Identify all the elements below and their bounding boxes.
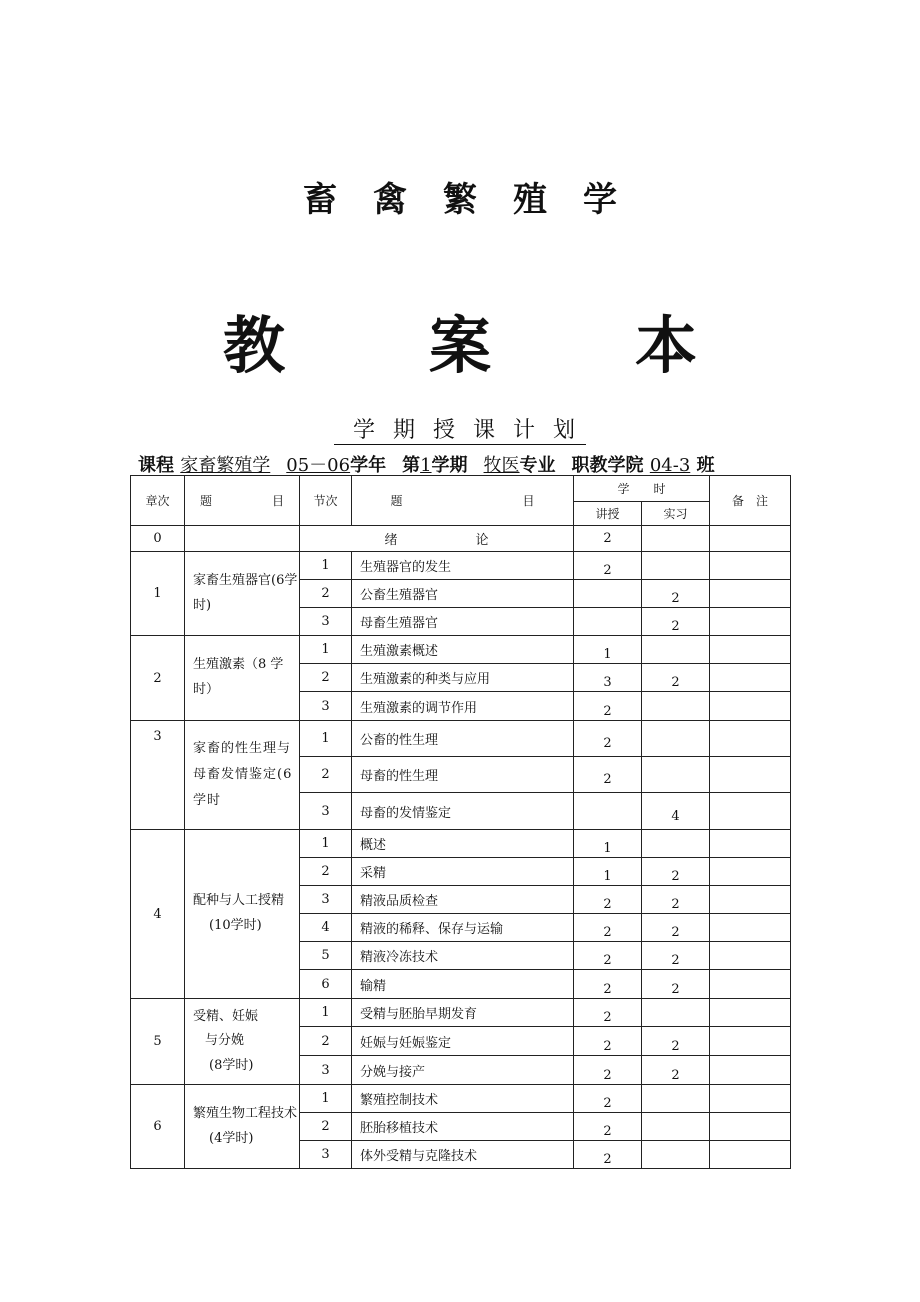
practice-hours: 2 — [642, 608, 710, 636]
chapter-hours-line: (8学时) — [209, 1057, 254, 1073]
table-row — [131, 999, 791, 1027]
chapter-title: 家畜生殖器官(6学时) — [185, 552, 300, 636]
section-title: 输精 — [352, 970, 574, 999]
practice-hours — [642, 692, 710, 721]
practice-hours — [642, 526, 710, 552]
practice-hours: 4 — [642, 793, 710, 830]
chapter-title-line: 繁殖生物工程技术 — [193, 1106, 298, 1122]
chapter-hours-line: (4学时) — [209, 1130, 254, 1146]
practice-hours: 2 — [642, 886, 710, 914]
practice-hours — [642, 1141, 710, 1169]
subtitle-char: 教 — [222, 309, 285, 382]
course-name: 家畜繁殖学 — [180, 455, 271, 476]
lecture-hours — [574, 608, 642, 636]
section-no: 2 — [300, 858, 352, 886]
section-title: 繁殖控制技术 — [352, 1085, 574, 1113]
chapter-no: 2 — [131, 636, 185, 721]
chapter-title — [185, 999, 300, 1085]
chapter-no: 0 — [131, 526, 185, 552]
section-title: 采精 — [352, 858, 574, 886]
document-subtitle — [0, 296, 920, 385]
header-chapter: 章次 — [131, 476, 185, 526]
practice-hours: 2 — [642, 942, 710, 970]
header-practice: 实习 — [642, 502, 710, 526]
chapter-no: 1 — [131, 552, 185, 636]
plan-title — [0, 413, 920, 445]
class-unit: 班 — [696, 455, 715, 476]
section-no: 2 — [300, 580, 352, 608]
section-no: 2 — [300, 664, 352, 692]
practice-hours: 2 — [642, 914, 710, 942]
lecture-hours: 2 — [574, 552, 642, 580]
practice-hours — [642, 721, 710, 757]
practice-hours: 2 — [642, 580, 710, 608]
plan-title-char: 课 — [473, 418, 496, 443]
plan-title-char: 授 — [432, 418, 455, 443]
lecture-hours: 1 — [574, 830, 642, 858]
practice-hours: 2 — [642, 1056, 710, 1085]
chapter-no: 6 — [131, 1085, 185, 1169]
section-no: 3 — [300, 793, 352, 830]
chapter-title — [185, 1085, 300, 1169]
section-title: 公畜生殖器官 — [352, 580, 574, 608]
lecture-hours: 1 — [574, 858, 642, 886]
practice-hours — [642, 1113, 710, 1141]
title-char: 禽 — [373, 180, 407, 220]
title-char: 繁 — [443, 180, 477, 220]
chapter-title: 生殖激素（8 学时） — [185, 636, 300, 721]
section-title: 生殖激素的调节作用 — [352, 692, 574, 721]
section-no: 3 — [300, 692, 352, 721]
section-title: 精液冷冻技术 — [352, 942, 574, 970]
lecture-hours: 2 — [574, 526, 642, 552]
lecture-hours: 2 — [574, 1056, 642, 1085]
lecture-hours: 2 — [574, 886, 642, 914]
table-row — [131, 1085, 791, 1113]
practice-hours: 2 — [642, 1027, 710, 1056]
header-topic: 题 目 — [185, 476, 300, 526]
plan-title-char: 划 — [553, 418, 576, 443]
section-no: 3 — [300, 1056, 352, 1085]
section-title: 母畜生殖器官 — [352, 608, 574, 636]
chapter-title: 家畜的性生理与母畜发情鉴定(6学时 — [185, 721, 300, 830]
section-title: 体外受精与克隆技术 — [352, 1141, 574, 1169]
header-section: 节次 — [300, 476, 352, 526]
chapter-no: 3 — [131, 721, 185, 830]
term-prefix: 第 — [402, 455, 421, 476]
lecture-hours: 2 — [574, 942, 642, 970]
practice-hours — [642, 636, 710, 664]
lecture-hours: 2 — [574, 914, 642, 942]
practice-hours — [642, 830, 710, 858]
lecture-hours: 2 — [574, 970, 642, 999]
section-title: 精液的稀释、保存与运输 — [352, 914, 574, 942]
school-year-unit: 学年 — [350, 455, 387, 476]
intro-title: 绪 论 — [300, 526, 574, 552]
practice-hours — [642, 999, 710, 1027]
section-title: 生殖激素概述 — [352, 636, 574, 664]
lecture-hours: 2 — [574, 1085, 642, 1113]
class-value: 04-3 — [649, 455, 691, 476]
plan-title-char: 期 — [392, 418, 415, 443]
section-no: 1 — [300, 830, 352, 858]
section-no: 3 — [300, 608, 352, 636]
chapter-no: 4 — [131, 830, 185, 999]
term-unit: 学期 — [431, 455, 468, 476]
lecture-hours: 1 — [574, 636, 642, 664]
plan-title-char: 计 — [513, 418, 536, 443]
header-hours: 学 时 — [574, 476, 710, 502]
section-title: 分娩与接产 — [352, 1056, 574, 1085]
section-title: 胚胎移植技术 — [352, 1113, 574, 1141]
table-row — [131, 526, 791, 552]
term-value: 1 — [420, 455, 432, 476]
lecture-hours — [574, 580, 642, 608]
chapter-title-line: 受精、妊娠 — [193, 1009, 259, 1025]
class-prefix: 职教学院 — [571, 455, 644, 476]
title-char: 畜 — [303, 180, 337, 220]
section-no: 1 — [300, 721, 352, 757]
lecture-hours: 2 — [574, 1113, 642, 1141]
section-no: 1 — [300, 636, 352, 664]
course-label: 课程 — [138, 455, 174, 476]
section-no: 5 — [300, 942, 352, 970]
chapter-title-line: 配种与人工授精 — [193, 893, 285, 909]
section-no: 6 — [300, 970, 352, 999]
section-no: 1 — [300, 552, 352, 580]
section-title: 概述 — [352, 830, 574, 858]
title-char: 学 — [583, 180, 617, 220]
section-no: 1 — [300, 999, 352, 1027]
section-title: 生殖器官的发生 — [352, 552, 574, 580]
subtitle-char: 案 — [428, 309, 491, 382]
section-title: 公畜的性生理 — [352, 721, 574, 757]
document-title — [0, 172, 920, 221]
major-value: 牧医 — [483, 455, 520, 476]
lecture-hours: 3 — [574, 664, 642, 692]
practice-hours — [642, 757, 710, 793]
section-no: 4 — [300, 914, 352, 942]
title-char: 殖 — [513, 180, 547, 220]
table-row — [131, 830, 791, 858]
header-lecture: 讲授 — [574, 502, 642, 526]
practice-hours: 2 — [642, 664, 710, 692]
lecture-hours: 2 — [574, 757, 642, 793]
practice-hours: 2 — [642, 858, 710, 886]
section-no: 3 — [300, 1141, 352, 1169]
lecture-hours: 2 — [574, 999, 642, 1027]
section-title: 精液品质检查 — [352, 886, 574, 914]
lecture-hours: 2 — [574, 721, 642, 757]
section-no: 2 — [300, 1113, 352, 1141]
lecture-hours — [574, 793, 642, 830]
subtitle-char: 本 — [635, 309, 698, 382]
chapter-no: 5 — [131, 999, 185, 1085]
chapter-hours-line: (10学时) — [209, 918, 262, 933]
section-no: 3 — [300, 886, 352, 914]
table-row — [131, 721, 791, 757]
table-row — [131, 636, 791, 664]
table-row — [131, 552, 791, 580]
section-title: 母畜的发情鉴定 — [352, 793, 574, 830]
section-no: 1 — [300, 1085, 352, 1113]
practice-hours — [642, 552, 710, 580]
major-unit: 专业 — [519, 455, 556, 476]
section-no: 2 — [300, 757, 352, 793]
section-title: 妊娠与妊娠鉴定 — [352, 1027, 574, 1056]
header-section-topic: 题 目 — [352, 476, 574, 526]
section-title: 生殖激素的种类与应用 — [352, 664, 574, 692]
lecture-hours: 2 — [574, 692, 642, 721]
section-title: 母畜的性生理 — [352, 757, 574, 793]
school-year-value: 05－06 — [286, 455, 351, 476]
teaching-plan-table — [130, 475, 791, 1169]
course-info-line — [138, 451, 715, 477]
lecture-hours: 2 — [574, 1027, 642, 1056]
header-remark: 备 注 — [710, 476, 791, 526]
plan-title-char: 学 — [352, 418, 375, 443]
chapter-title-line: 与分娩 — [205, 1033, 245, 1049]
section-title: 受精与胚胎早期发育 — [352, 999, 574, 1027]
practice-hours: 2 — [642, 970, 710, 999]
chapter-title — [185, 830, 300, 999]
lecture-hours: 2 — [574, 1141, 642, 1169]
section-no: 2 — [300, 1027, 352, 1056]
practice-hours — [642, 1085, 710, 1113]
